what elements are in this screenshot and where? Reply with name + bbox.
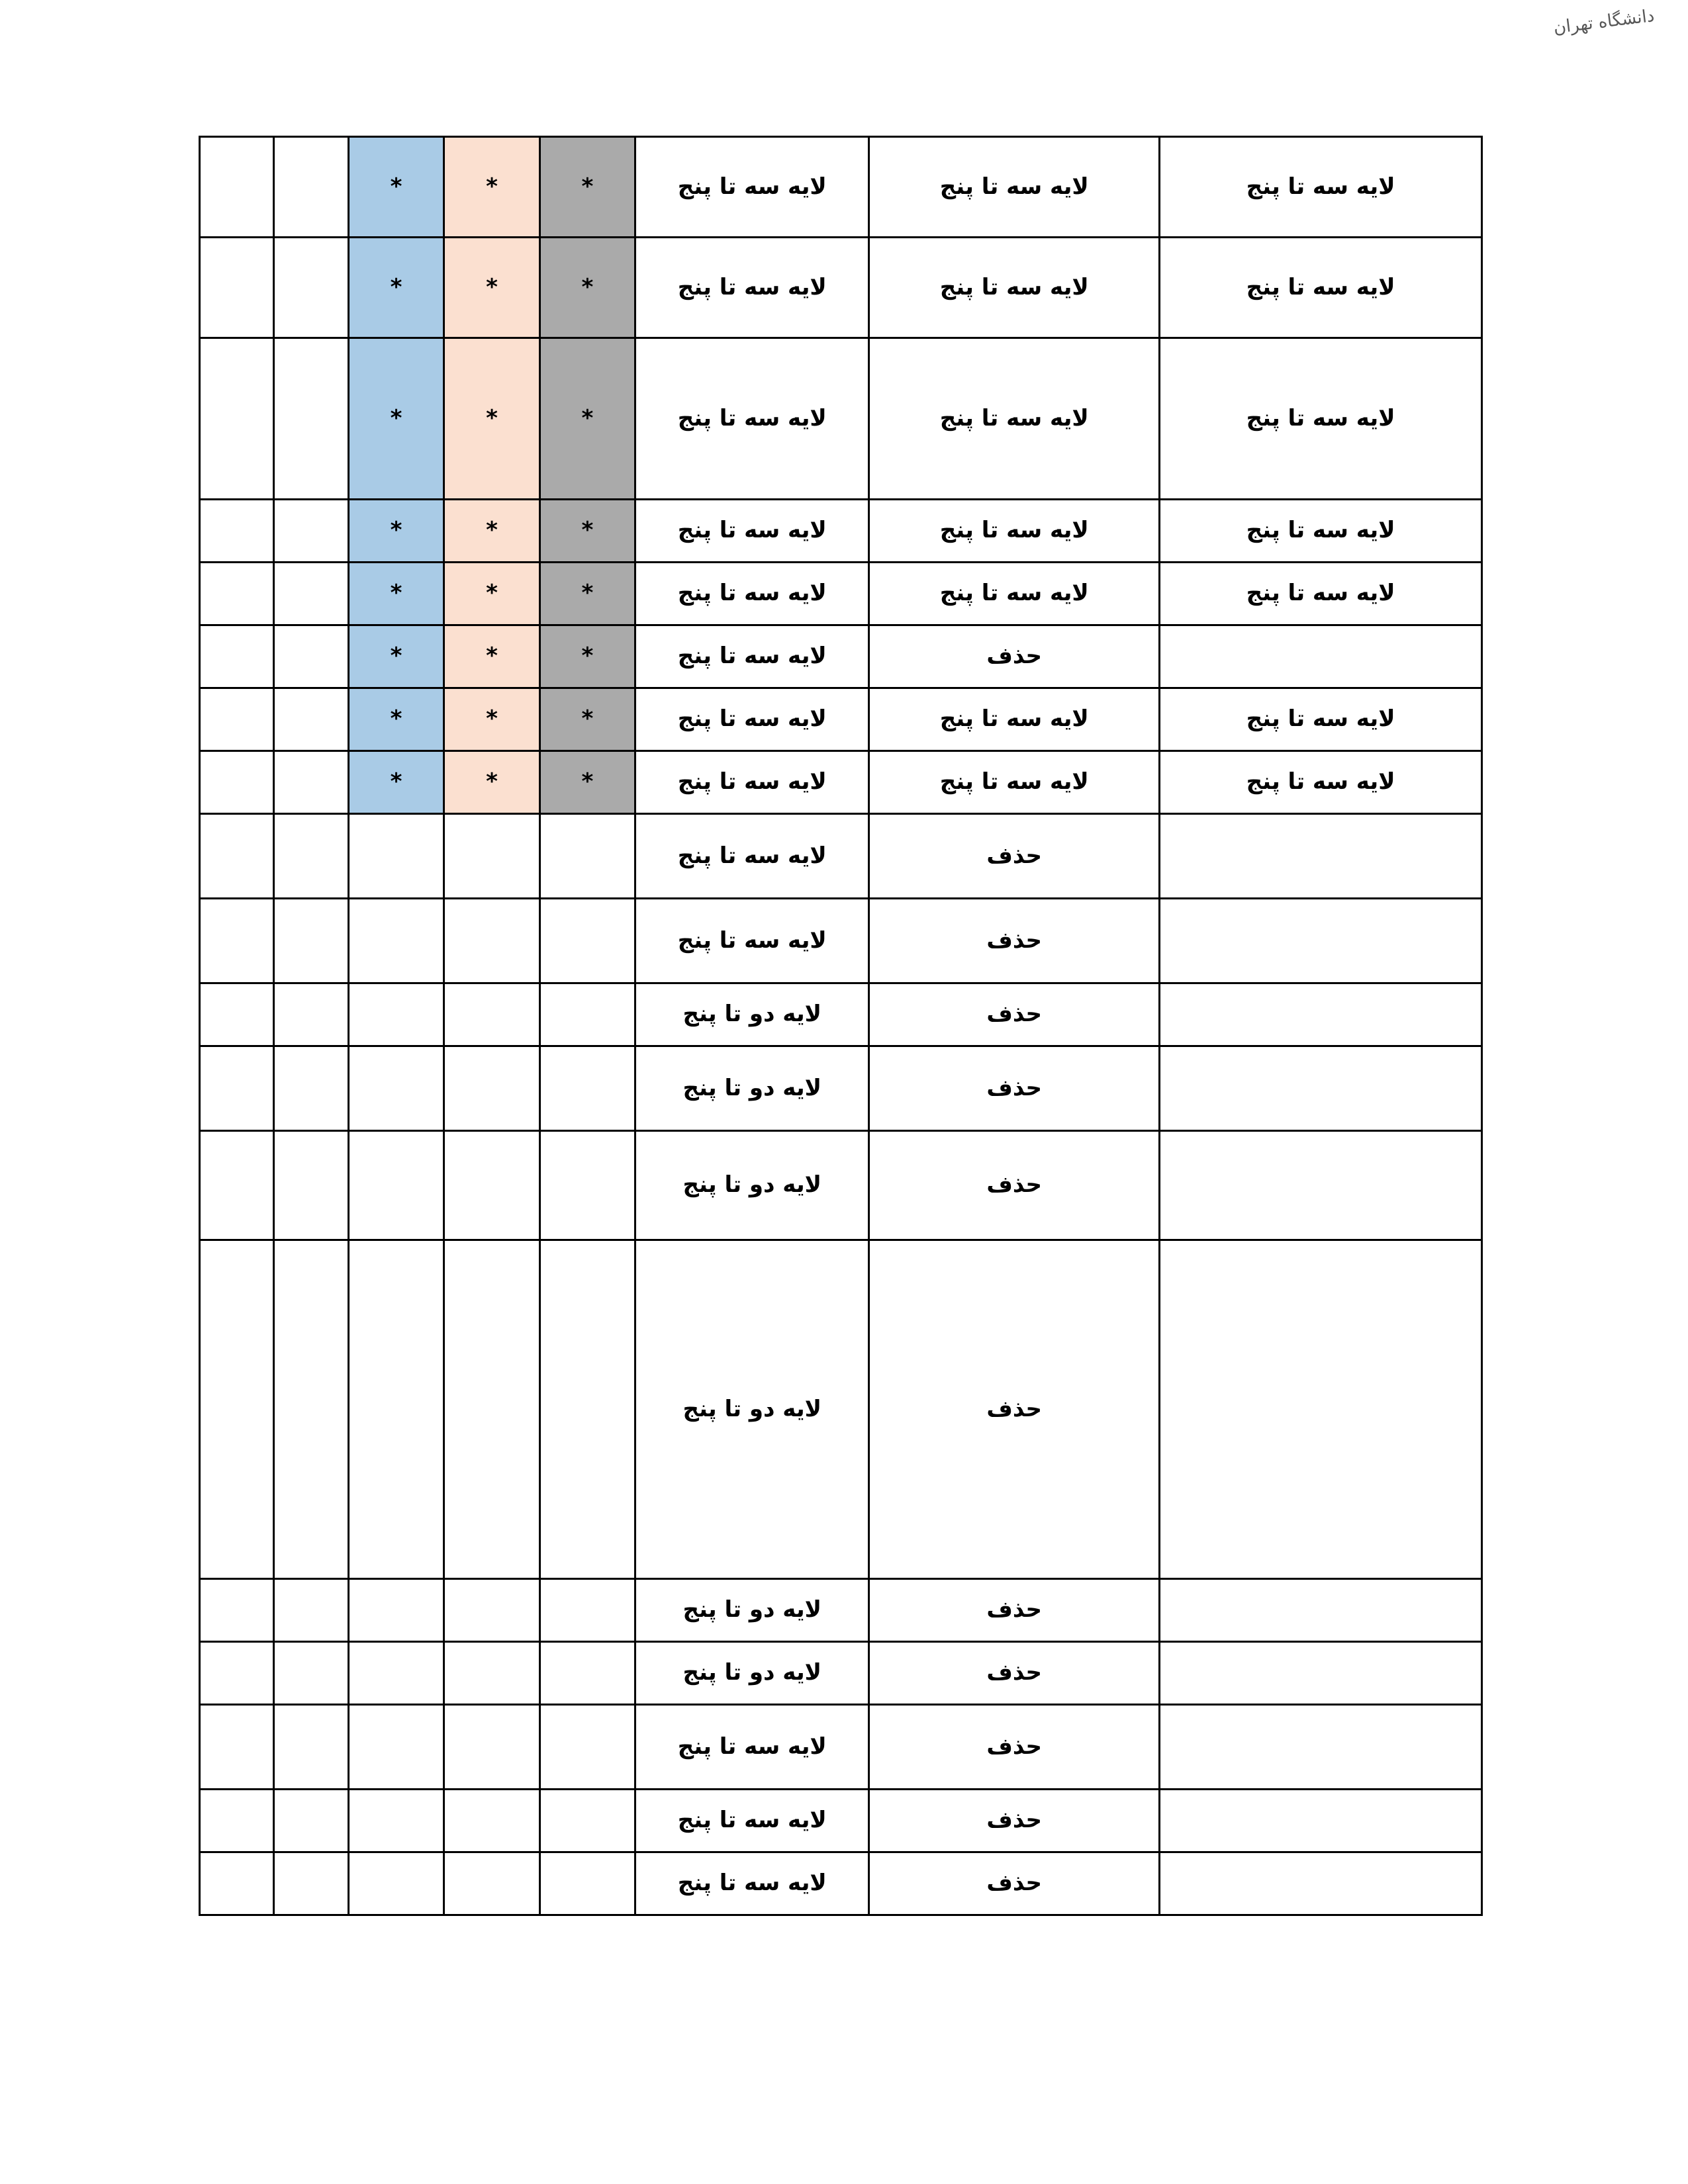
table-cell-empty	[200, 338, 274, 500]
table-cell-empty	[348, 899, 444, 983]
table-cell-text: حذف	[869, 899, 1160, 983]
table-row	[200, 1240, 1482, 1579]
table-cell-mark: *	[348, 137, 444, 238]
table-row	[200, 1579, 1482, 1642]
table-cell-empty	[348, 1131, 444, 1240]
table-cell-text: لایه سه تا پنج	[635, 338, 869, 500]
table-cell-empty	[1160, 625, 1482, 688]
table-cell-empty	[1160, 1579, 1482, 1642]
table-cell-empty	[200, 1790, 274, 1852]
table-cell-empty	[274, 899, 348, 983]
table-cell-empty	[444, 983, 539, 1046]
table-cell-empty	[348, 1790, 444, 1852]
table-cell-mark: *	[539, 625, 635, 688]
table-cell-empty	[200, 1046, 274, 1131]
table-cell-mark: *	[444, 751, 539, 814]
table-cell-empty	[539, 1705, 635, 1790]
table-row	[200, 1046, 1482, 1131]
table-cell-empty	[200, 625, 274, 688]
table-row	[200, 1705, 1482, 1790]
table-cell-text: لایه سه تا پنج	[869, 238, 1160, 338]
table-cell-empty	[200, 1642, 274, 1705]
table-cell-empty	[539, 983, 635, 1046]
table-cell-empty	[1160, 1240, 1482, 1579]
table-cell-text: لایه سه تا پنج	[869, 338, 1160, 500]
table-cell-empty	[274, 1852, 348, 1915]
table-cell-mark: *	[444, 563, 539, 625]
table-cell-text: حذف	[869, 1240, 1160, 1579]
table-cell-text: لایه سه تا پنج	[1160, 688, 1482, 751]
table-cell-empty	[274, 1579, 348, 1642]
table-row	[200, 983, 1482, 1046]
table-row	[200, 137, 1482, 238]
table-cell-empty	[1160, 1705, 1482, 1790]
table-cell-empty	[348, 1705, 444, 1790]
table-cell-empty	[274, 625, 348, 688]
table-container	[199, 136, 1483, 1916]
table-row	[200, 625, 1482, 688]
table-cell-text: لایه دو تا پنج	[635, 1240, 869, 1579]
table-cell-text: حذف	[869, 1046, 1160, 1131]
table-cell-empty	[539, 1131, 635, 1240]
table-cell-empty	[444, 1790, 539, 1852]
table-cell-text: لایه سه تا پنج	[1160, 563, 1482, 625]
table-cell-empty	[200, 1240, 274, 1579]
table-cell-mark: *	[539, 238, 635, 338]
table-cell-empty	[539, 1046, 635, 1131]
table-cell-empty	[274, 1131, 348, 1240]
table-cell-empty	[444, 1131, 539, 1240]
table-cell-text: لایه سه تا پنج	[635, 1852, 869, 1915]
table-cell-empty	[539, 814, 635, 899]
table-cell-empty	[444, 1046, 539, 1131]
table-cell-empty	[444, 1642, 539, 1705]
table-cell-text: حذف	[869, 983, 1160, 1046]
table-cell-empty	[539, 1642, 635, 1705]
table-cell-text: حذف	[869, 625, 1160, 688]
table-row	[200, 688, 1482, 751]
table-cell-empty	[348, 983, 444, 1046]
table-cell-empty	[1160, 899, 1482, 983]
table-cell-empty	[1160, 1046, 1482, 1131]
table-cell-text: لایه سه تا پنج	[869, 500, 1160, 563]
table-cell-empty	[539, 1790, 635, 1852]
table-cell-empty	[200, 1579, 274, 1642]
table-cell-text: لایه سه تا پنج	[635, 814, 869, 899]
table-cell-empty	[539, 899, 635, 983]
table-cell-empty	[1160, 814, 1482, 899]
data-table	[199, 136, 1483, 1916]
table-cell-mark: *	[348, 238, 444, 338]
table-cell-mark: *	[539, 751, 635, 814]
table-cell-empty	[539, 1579, 635, 1642]
table-cell-empty	[274, 1240, 348, 1579]
table-row	[200, 1790, 1482, 1852]
table-cell-text: لایه سه تا پنج	[1160, 751, 1482, 814]
table-cell-text: حذف	[869, 1642, 1160, 1705]
table-cell-mark: *	[348, 625, 444, 688]
table-row	[200, 500, 1482, 563]
table-cell-text: حذف	[869, 1131, 1160, 1240]
table-cell-empty	[200, 751, 274, 814]
table-cell-empty	[274, 238, 348, 338]
table-cell-text: لایه سه تا پنج	[869, 137, 1160, 238]
table-cell-mark: *	[539, 338, 635, 500]
table-cell-mark: *	[539, 137, 635, 238]
table-cell-text: لایه سه تا پنج	[1160, 338, 1482, 500]
table-cell-text: لایه سه تا پنج	[635, 238, 869, 338]
table-cell-empty	[274, 983, 348, 1046]
table-cell-empty	[274, 1790, 348, 1852]
table-cell-empty	[539, 1852, 635, 1915]
table-cell-mark: *	[348, 563, 444, 625]
table-body	[200, 137, 1482, 1915]
table-cell-mark: *	[444, 688, 539, 751]
table-cell-mark: *	[348, 688, 444, 751]
table-cell-mark: *	[444, 238, 539, 338]
table-cell-text: لایه سه تا پنج	[635, 625, 869, 688]
table-cell-empty	[444, 899, 539, 983]
table-cell-mark: *	[444, 338, 539, 500]
table-cell-empty	[444, 1852, 539, 1915]
table-cell-text: لایه سه تا پنج	[869, 563, 1160, 625]
table-cell-empty	[274, 1046, 348, 1131]
table-cell-empty	[274, 1705, 348, 1790]
table-cell-empty	[200, 238, 274, 338]
table-cell-text: لایه دو تا پنج	[635, 983, 869, 1046]
table-row	[200, 751, 1482, 814]
table-cell-text: لایه سه تا پنج	[635, 563, 869, 625]
table-cell-text: لایه سه تا پنج	[635, 899, 869, 983]
table-row	[200, 338, 1482, 500]
table-cell-text: لایه دو تا پنج	[635, 1046, 869, 1131]
table-cell-mark: *	[444, 500, 539, 563]
table-cell-empty	[274, 563, 348, 625]
table-row	[200, 1642, 1482, 1705]
table-cell-empty	[444, 814, 539, 899]
table-row	[200, 814, 1482, 899]
table-cell-mark: *	[444, 625, 539, 688]
table-cell-empty	[348, 1046, 444, 1131]
table-cell-text: لایه سه تا پنج	[635, 1790, 869, 1852]
table-cell-empty	[200, 500, 274, 563]
table-cell-text: حذف	[869, 1790, 1160, 1852]
table-cell-text: لایه سه تا پنج	[1160, 500, 1482, 563]
table-cell-text: لایه سه تا پنج	[869, 751, 1160, 814]
table-cell-mark: *	[348, 338, 444, 500]
table-cell-empty	[1160, 1642, 1482, 1705]
table-cell-empty	[200, 983, 274, 1046]
table-cell-empty	[1160, 1852, 1482, 1915]
table-cell-text: لایه سه تا پنج	[635, 751, 869, 814]
table-cell-mark: *	[348, 751, 444, 814]
corner-watermark: دانشگاه تهران	[1552, 5, 1656, 38]
table-cell-empty	[1160, 1790, 1482, 1852]
table-cell-empty	[200, 1852, 274, 1915]
table-cell-empty	[200, 137, 274, 238]
table-row	[200, 238, 1482, 338]
table-cell-text: حذف	[869, 1579, 1160, 1642]
table-cell-empty	[539, 1240, 635, 1579]
table-row	[200, 1131, 1482, 1240]
table-cell-empty	[200, 1131, 274, 1240]
table-cell-text: لایه دو تا پنج	[635, 1579, 869, 1642]
table-cell-empty	[200, 563, 274, 625]
table-cell-empty	[444, 1240, 539, 1579]
table-cell-mark: *	[539, 688, 635, 751]
table-cell-empty	[1160, 983, 1482, 1046]
table-cell-empty	[348, 1240, 444, 1579]
table-cell-empty	[200, 688, 274, 751]
table-cell-text: لایه سه تا پنج	[1160, 238, 1482, 338]
table-cell-empty	[200, 899, 274, 983]
table-cell-text: حذف	[869, 814, 1160, 899]
table-cell-empty	[348, 814, 444, 899]
table-cell-text: حذف	[869, 1852, 1160, 1915]
table-cell-empty	[274, 137, 348, 238]
table-cell-mark: *	[444, 137, 539, 238]
table-row	[200, 899, 1482, 983]
table-cell-text: لایه سه تا پنج	[1160, 137, 1482, 238]
table-cell-mark: *	[539, 563, 635, 625]
table-cell-text: لایه سه تا پنج	[635, 500, 869, 563]
table-cell-empty	[444, 1579, 539, 1642]
table-cell-empty	[444, 1705, 539, 1790]
table-cell-text: حذف	[869, 1705, 1160, 1790]
table-cell-empty	[274, 688, 348, 751]
table-cell-mark: *	[539, 500, 635, 563]
table-cell-empty	[1160, 1131, 1482, 1240]
table-cell-empty	[348, 1852, 444, 1915]
table-cell-empty	[200, 814, 274, 899]
table-cell-text: لایه سه تا پنج	[635, 137, 869, 238]
table-cell-text: لایه سه تا پنج	[869, 688, 1160, 751]
table-cell-text: لایه دو تا پنج	[635, 1131, 869, 1240]
table-cell-empty	[274, 1642, 348, 1705]
table-row	[200, 563, 1482, 625]
table-cell-text: لایه دو تا پنج	[635, 1642, 869, 1705]
table-cell-empty	[274, 814, 348, 899]
table-cell-text: لایه سه تا پنج	[635, 688, 869, 751]
table-cell-mark: *	[348, 500, 444, 563]
table-cell-empty	[348, 1579, 444, 1642]
table-cell-empty	[274, 500, 348, 563]
table-cell-text: لایه سه تا پنج	[635, 1705, 869, 1790]
table-row	[200, 1852, 1482, 1915]
table-cell-empty	[200, 1705, 274, 1790]
table-cell-empty	[274, 751, 348, 814]
table-cell-empty	[274, 338, 348, 500]
table-cell-empty	[348, 1642, 444, 1705]
